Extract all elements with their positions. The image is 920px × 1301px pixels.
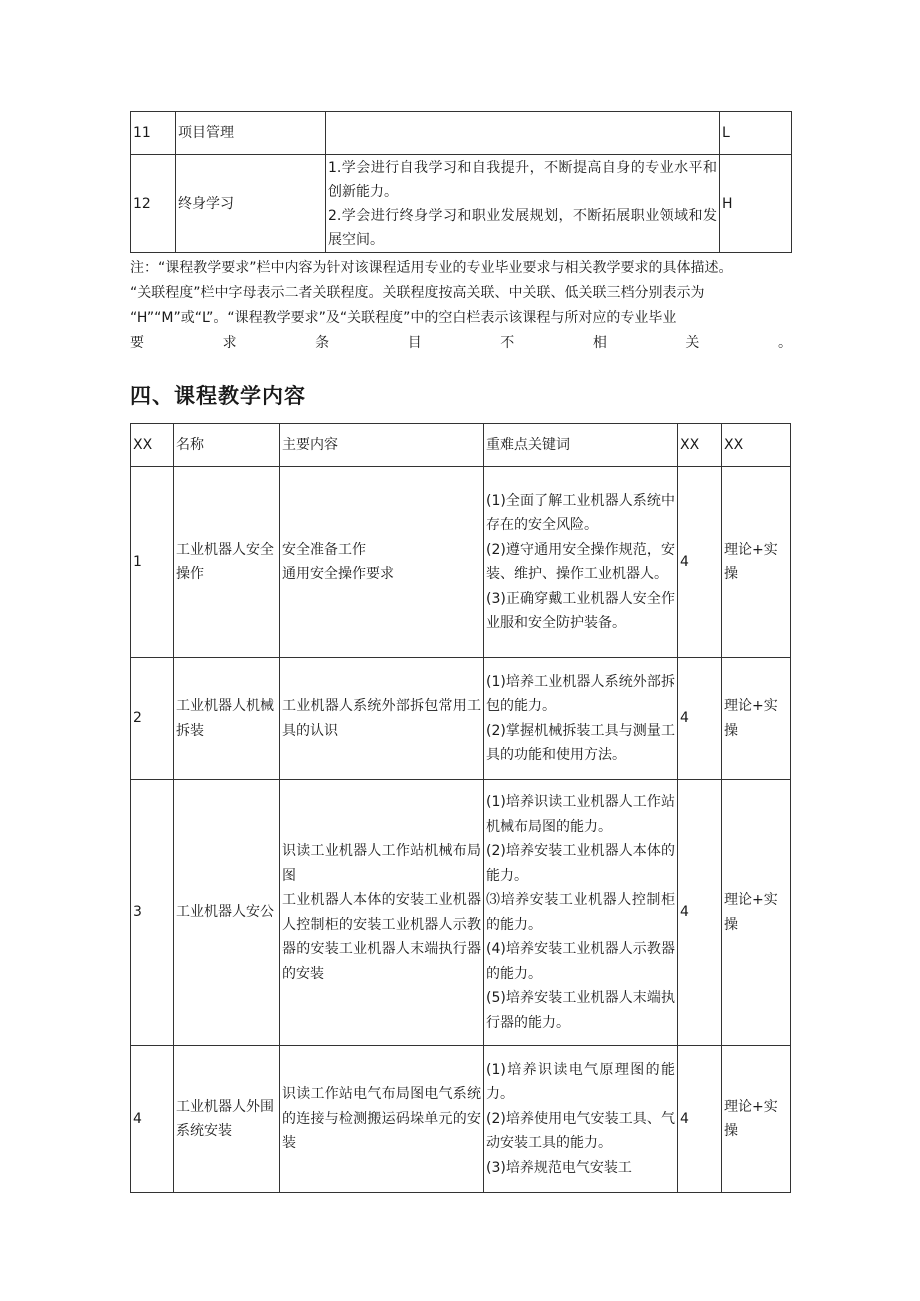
content-line: 工业机器人本体的安装工业机器人控制柜的安装工业机器人示教器的安装工业机器人末端执行器的安装 — [282, 892, 481, 982]
note-char: 关 — [685, 335, 700, 351]
row-level: L — [720, 112, 792, 155]
row-mode: 理论+实操 — [722, 1046, 791, 1193]
row-content — [280, 658, 484, 780]
note-char: 求 — [222, 335, 237, 351]
note-char: 条 — [315, 335, 330, 351]
content-line: 通用安全操作要求 — [282, 566, 394, 582]
section-title: 四、课程教学内容 — [130, 384, 306, 408]
keyword-line: (4)培养安装工业机器人示教器的能力。 — [486, 941, 675, 982]
row-number: 11 — [131, 112, 176, 155]
row-number: 12 — [131, 155, 176, 253]
keyword-line: (3)正确穿戴工业机器人安全作业服和安全防护装备。 — [486, 590, 675, 631]
row-number: 1 — [131, 467, 174, 658]
keyword-line: (3)培养规范电气安装工 — [486, 1159, 632, 1176]
table-row — [131, 1046, 791, 1193]
keyword-line: (2)掌握机械拆装工具与测量工具的功能和使用方法。 — [486, 722, 675, 763]
header-cell: XX — [131, 424, 174, 467]
header-cell: 名称 — [174, 424, 280, 467]
row-name: 项目管理 — [176, 112, 326, 155]
row-mode: 理论+实操 — [722, 780, 791, 1046]
note-line: “H”“M”或“L”。“课程教学要求”及“关联程度”中的空白栏表示该课程与所对应的专业毕业 — [130, 310, 677, 326]
table-row — [131, 155, 792, 253]
row-content — [280, 1046, 484, 1193]
requirement-line: 1.学会进行自我学习和自我提升，不断提高自身的专业水平和创新能力。 — [328, 159, 717, 200]
content-line: 工业机器人系统外部拆包常用工具的认识 — [282, 698, 481, 739]
content-line: 识读工作站电气布局图电气系统的连接与检测搬运码垛单元的安装 — [282, 1086, 481, 1152]
row-hours: 4 — [678, 1046, 722, 1193]
note-char: 。 — [777, 335, 792, 351]
content-line: 安全准备工作 — [282, 541, 366, 558]
keyword-line: (1)培养识读电气原理图的能力。 — [486, 1061, 675, 1103]
header-cell: XX — [678, 424, 722, 467]
row-name: 工业机器人安全操作 — [174, 467, 280, 658]
row-name: 工业机器人安公 — [174, 780, 280, 1046]
note-char: 目 — [407, 335, 422, 351]
header-cell: 主要内容 — [280, 424, 484, 467]
note-char: 不 — [500, 335, 515, 351]
table-row — [131, 112, 792, 155]
row-number: 4 — [131, 1046, 174, 1193]
requirement-line: 2.学会进行终身学习和职业发展规划，不断拓展职业领域和发展空间。 — [328, 207, 717, 248]
keyword-line: (1)全面了解工业机器人系统中存在的安全风险。 — [486, 492, 675, 533]
table-row — [131, 780, 791, 1046]
row-hours: 4 — [678, 467, 722, 658]
row-level: H — [720, 155, 792, 253]
note-line: 注：“课程教学要求”栏中内容为针对该课程适用专业的专业毕业要求与相关教学要求的具体描述。 — [130, 260, 733, 276]
note-line — [130, 331, 792, 356]
row-content — [280, 780, 484, 1046]
row-keywords — [484, 780, 678, 1046]
row-mode: 理论+实操 — [722, 658, 791, 780]
table-row — [131, 467, 791, 658]
row-hours: 4 — [678, 658, 722, 780]
table-note — [130, 256, 792, 356]
row-name: 终身学习 — [176, 155, 326, 253]
keyword-line: (1)培养工业机器人系统外部拆包的能力。 — [486, 673, 675, 714]
keyword-line: (2)培养使用电气安装工具、气动安装工具的能力。 — [486, 1110, 675, 1152]
row-number: 3 — [131, 780, 174, 1046]
row-number: 2 — [131, 658, 174, 780]
keyword-line: (2)培养安装工业机器人本体的能力。 — [486, 843, 675, 884]
note-line: “关联程度”栏中字母表示二者关联程度。关联程度按高关联、中关联、低关联三档分别表示为 — [130, 285, 705, 301]
competency-table — [130, 111, 792, 253]
row-requirement — [326, 112, 720, 155]
note-char: 相 — [592, 335, 607, 351]
row-keywords — [484, 658, 678, 780]
note-char: 要 — [130, 335, 144, 351]
row-name: 工业机器人外围系统安装 — [174, 1046, 280, 1193]
keyword-line: ⑶培养安装工业机器人控制柜的能力。 — [486, 892, 675, 933]
table-header-row — [131, 424, 791, 467]
row-hours: 4 — [678, 780, 722, 1046]
header-cell: 重难点关键词 — [484, 424, 678, 467]
row-mode: 理论+实操 — [722, 467, 791, 658]
content-line: 识读工业机器人工作站机械布局图 — [282, 843, 481, 884]
row-requirement — [326, 155, 720, 253]
row-keywords — [484, 1046, 678, 1193]
keyword-line: (1)培养识读工业机器人工作站机械布局图的能力。 — [486, 794, 675, 835]
keyword-line: (2)遵守通用安全操作规范，安装、维护、操作工业机器人。 — [486, 541, 675, 582]
table-row — [131, 658, 791, 780]
row-content — [280, 467, 484, 658]
course-content-table — [130, 423, 791, 1193]
keyword-line: (5)培养安装工业机器人末端执行器的能力。 — [486, 990, 675, 1031]
header-cell: XX — [722, 424, 791, 467]
row-keywords — [484, 467, 678, 658]
row-name: 工业机器人机械拆装 — [174, 658, 280, 780]
